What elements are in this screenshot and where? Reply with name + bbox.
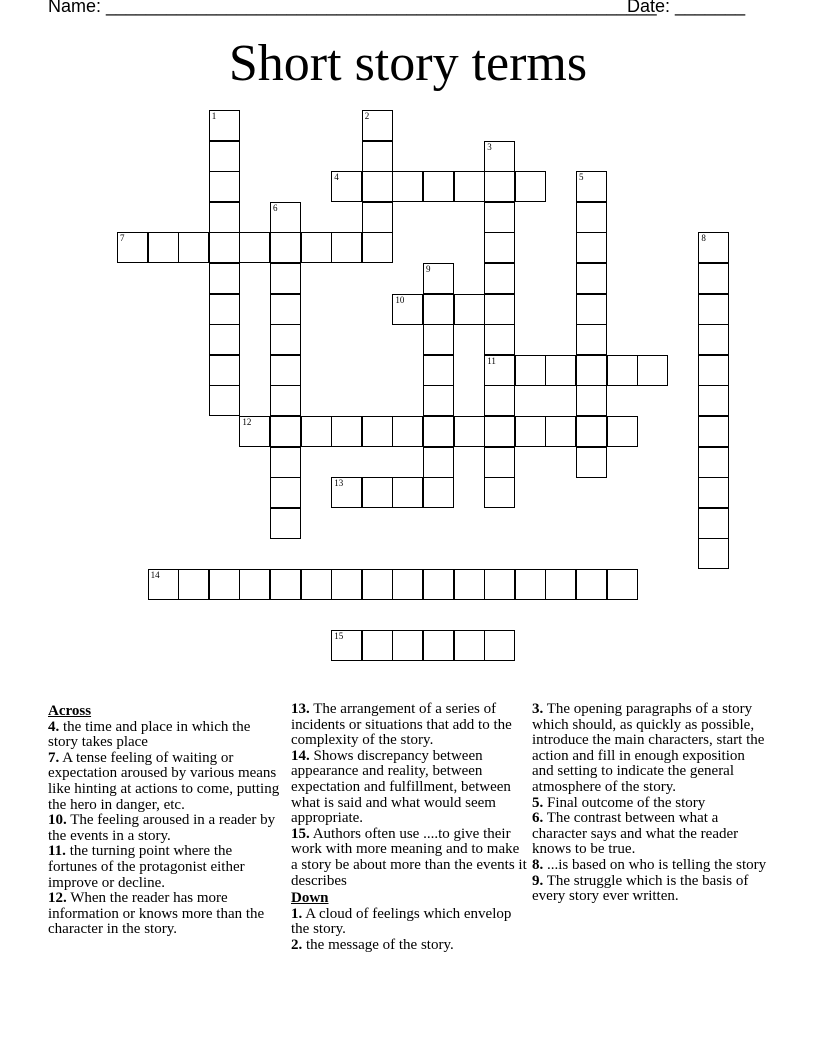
clue-number-label: 1. xyxy=(291,905,303,922)
clue-number: 14 xyxy=(150,570,160,580)
clue xyxy=(532,874,768,905)
crossword-cell[interactable] xyxy=(270,324,301,355)
crossword-cell[interactable] xyxy=(515,416,546,447)
crossword-cell[interactable] xyxy=(484,202,515,233)
clue-text: The struggle which is the basis of every story ever written. xyxy=(532,872,749,905)
crossword-cell[interactable] xyxy=(454,569,485,600)
crossword-cell[interactable] xyxy=(576,294,607,325)
crossword-cell[interactable] xyxy=(423,263,454,294)
crossword-cell[interactable] xyxy=(484,477,515,508)
crossword-cell[interactable] xyxy=(484,569,515,600)
crossword-cell[interactable] xyxy=(209,110,240,141)
crossword-cell[interactable] xyxy=(698,416,729,447)
crossword-cell[interactable] xyxy=(454,630,485,661)
clue-section-heading: Across xyxy=(48,703,92,719)
clue-number: 15 xyxy=(334,631,344,642)
crossword-cell[interactable] xyxy=(545,416,576,447)
crossword-cell[interactable] xyxy=(423,324,454,355)
crossword-cell[interactable] xyxy=(484,630,515,661)
clue xyxy=(532,858,768,874)
clue xyxy=(532,702,768,796)
clues-column-2 xyxy=(291,702,527,954)
crossword-cell[interactable] xyxy=(576,447,607,478)
crossword-cell[interactable] xyxy=(576,385,607,416)
clue-number: 13 xyxy=(334,478,344,489)
crossword-cell[interactable] xyxy=(423,385,454,416)
crossword-cell[interactable] xyxy=(148,569,179,600)
clue-number: 10 xyxy=(395,294,405,305)
crossword-cell[interactable] xyxy=(484,416,515,447)
clue xyxy=(291,702,527,749)
clue-text: ...is based on who is telling the story xyxy=(547,856,767,873)
crossword-cell[interactable] xyxy=(209,294,240,325)
crossword-cell[interactable] xyxy=(698,477,729,508)
crossword-cell[interactable] xyxy=(270,263,301,294)
crossword-cell[interactable] xyxy=(484,141,515,172)
clue xyxy=(48,751,280,813)
crossword-cell[interactable] xyxy=(484,447,515,478)
crossword-cell[interactable] xyxy=(209,324,240,355)
crossword-cell[interactable] xyxy=(301,569,332,600)
crossword-cell[interactable] xyxy=(270,416,301,447)
crossword-cell[interactable] xyxy=(698,324,729,355)
crossword-cell[interactable] xyxy=(484,171,515,202)
crossword-cell[interactable] xyxy=(392,171,423,202)
crossword-cell[interactable] xyxy=(209,232,240,263)
clue-number: 3 xyxy=(487,141,492,152)
clue-number-label: 14. xyxy=(291,747,310,764)
clue-number: 5 xyxy=(579,172,584,183)
clues-column-3 xyxy=(532,702,768,905)
clue-number-label: 13. xyxy=(291,701,310,717)
crossword-cell[interactable] xyxy=(362,141,393,172)
clue-number-label: 8. xyxy=(532,856,544,873)
crossword-cell[interactable] xyxy=(576,171,607,202)
crossword-cell[interactable] xyxy=(270,355,301,386)
clue-number: 4 xyxy=(334,172,339,183)
crossword-cell[interactable] xyxy=(698,538,729,569)
clue xyxy=(48,813,280,844)
clue-text: the turning point where the fortunes of the protagonist either improve or decline. xyxy=(48,843,245,891)
crossword-cell[interactable] xyxy=(515,355,546,386)
clue xyxy=(291,938,527,954)
clue xyxy=(291,749,527,827)
crossword-cell[interactable] xyxy=(454,171,485,202)
crossword-cell[interactable] xyxy=(209,263,240,294)
clue-text: The feeling aroused in a reader by the events in a story. xyxy=(48,812,276,844)
crossword-cell[interactable] xyxy=(362,171,393,202)
clue-number: 12 xyxy=(242,417,252,427)
crossword-cell[interactable] xyxy=(698,294,729,325)
crossword-cell[interactable] xyxy=(545,569,576,600)
crossword-cell[interactable] xyxy=(423,447,454,478)
crossword-cell[interactable] xyxy=(698,508,729,539)
clue-text: The contrast between what a character says and what the reader knows to be true. xyxy=(532,810,739,858)
crossword-cell[interactable] xyxy=(423,171,454,202)
clue-number: 8 xyxy=(701,233,706,244)
crossword-cell[interactable] xyxy=(362,630,393,661)
crossword-cell[interactable] xyxy=(515,569,546,600)
crossword-cell[interactable] xyxy=(698,447,729,478)
crossword-cell[interactable] xyxy=(362,477,393,508)
crossword-cell[interactable] xyxy=(484,355,515,386)
crossword-cell[interactable] xyxy=(270,232,301,263)
crossword-cell[interactable] xyxy=(607,355,638,386)
clue-section-heading: Down xyxy=(291,890,329,907)
crossword-cell[interactable] xyxy=(423,355,454,386)
crossword-cell[interactable] xyxy=(607,416,638,447)
clue-number: 9 xyxy=(426,264,431,274)
crossword-cell[interactable] xyxy=(331,171,362,202)
crossword-cell[interactable] xyxy=(331,416,362,447)
clue-number: 6 xyxy=(273,202,278,213)
crossword-cell[interactable] xyxy=(331,569,362,600)
crossword-cell[interactable] xyxy=(484,324,515,355)
crossword-cell[interactable] xyxy=(423,477,454,508)
crossword-cell[interactable] xyxy=(698,263,729,294)
crossword-cell[interactable] xyxy=(454,416,485,447)
crossword-cell[interactable] xyxy=(698,385,729,416)
crossword-cell[interactable] xyxy=(270,385,301,416)
clue xyxy=(291,907,527,938)
crossword-cell[interactable] xyxy=(331,630,362,661)
crossword-cell[interactable] xyxy=(270,477,301,508)
crossword-cell[interactable] xyxy=(331,477,362,508)
crossword-cell[interactable] xyxy=(209,171,240,202)
crossword-cell[interactable] xyxy=(178,569,209,600)
crossword-cell[interactable] xyxy=(331,232,362,263)
clue xyxy=(291,827,527,889)
clue-text: Shows discrepancy between appearance and reality, between expectation and fulfillment, between what is said and what would seem appropriate. xyxy=(291,747,511,827)
crossword-cell[interactable] xyxy=(270,447,301,478)
crossword-cell[interactable] xyxy=(148,232,179,263)
crossword-cell[interactable] xyxy=(576,355,607,386)
crossword-cell[interactable] xyxy=(423,569,454,600)
crossword-cell[interactable] xyxy=(423,630,454,661)
clue-number-label: 10. xyxy=(48,812,67,829)
crossword-cell[interactable] xyxy=(423,294,454,325)
clue xyxy=(48,891,280,938)
crossword-cell[interactable] xyxy=(576,324,607,355)
crossword-cell[interactable] xyxy=(362,110,393,141)
crossword-cell[interactable] xyxy=(301,232,332,263)
crossword-cell[interactable] xyxy=(270,294,301,325)
crossword-cell[interactable] xyxy=(576,202,607,233)
crossword-cell[interactable] xyxy=(362,232,393,263)
clue-number-label: 5. xyxy=(532,794,544,811)
clue-number-label: 2. xyxy=(291,936,303,953)
crossword-cell[interactable] xyxy=(392,416,423,447)
clue-number-label: 12. xyxy=(48,890,67,907)
crossword-cell[interactable] xyxy=(270,569,301,600)
crossword-cell[interactable] xyxy=(301,416,332,447)
clue xyxy=(48,720,280,751)
crossword-cell[interactable] xyxy=(484,232,515,263)
crossword-cell[interactable] xyxy=(362,202,393,233)
clue-number: 11 xyxy=(487,355,496,366)
clue-text: A cloud of feelings which envelop the story. xyxy=(291,905,512,938)
crossword-cell[interactable] xyxy=(209,569,240,600)
date-field[interactable]: Date: _______ xyxy=(627,0,746,16)
clue-text: When the reader has more information or knows more than the character in the story. xyxy=(48,890,265,938)
name-field[interactable]: Name: _______________________________________________________ xyxy=(48,0,657,16)
clue-text: The opening paragraphs of a story which should, as quickly as possible, introduce the main characters, start the action and fill in enough exposition and setting to indicate the general atmosphere of the story. xyxy=(532,701,765,795)
clue-number: 2 xyxy=(364,111,370,121)
crossword-cell[interactable] xyxy=(576,263,607,294)
clue-number-label: 6. xyxy=(532,810,544,827)
crossword-cell[interactable] xyxy=(454,294,485,325)
crossword-cell[interactable] xyxy=(545,355,576,386)
clue-number-label: 4. xyxy=(48,718,60,735)
clue-number-label: 15. xyxy=(291,825,310,842)
crossword-cell[interactable] xyxy=(392,294,423,325)
crossword-cell[interactable] xyxy=(270,202,301,233)
clue xyxy=(532,811,768,858)
crossword-cell[interactable] xyxy=(698,355,729,386)
clue-text: Final outcome of the story xyxy=(547,794,706,811)
clue-number-label: 11. xyxy=(48,843,66,860)
crossword-cell[interactable] xyxy=(576,416,607,447)
clue-text: A tense feeling of waiting or expectation aroused by various means like hinting at actions to come, putting the hero in danger, etc. xyxy=(48,749,280,813)
crossword-cell[interactable] xyxy=(423,416,454,447)
crossword-cell[interactable] xyxy=(515,171,546,202)
clue-text: Authors often use ....to give their work with more meaning and to make a story be about more than the events it describes xyxy=(291,825,527,889)
crossword-cell[interactable] xyxy=(392,477,423,508)
crossword-cell[interactable] xyxy=(484,294,515,325)
crossword-cell[interactable] xyxy=(209,141,240,172)
crossword-cell[interactable] xyxy=(576,569,607,600)
clue xyxy=(48,844,280,891)
clue-number-label: 3. xyxy=(532,701,544,717)
crossword-cell[interactable] xyxy=(239,569,270,600)
crossword-cell[interactable] xyxy=(209,202,240,233)
crossword-cell[interactable] xyxy=(239,232,270,263)
crossword-cell[interactable] xyxy=(117,232,148,263)
clue-number-label: 9. xyxy=(532,872,544,889)
clue-number-label: 7. xyxy=(48,749,60,766)
crossword-cell[interactable] xyxy=(209,385,240,416)
crossword-cell[interactable] xyxy=(362,416,393,447)
crossword-cell[interactable] xyxy=(392,569,423,600)
crossword-cell[interactable] xyxy=(637,355,668,386)
crossword-cell[interactable] xyxy=(392,630,423,661)
clue-text: the message of the story. xyxy=(306,936,454,953)
crossword-cell[interactable] xyxy=(698,232,729,263)
page-title: Short story terms xyxy=(228,35,588,92)
clue-text: The arrangement of a series of incidents or situations that add to the complexity of the story. xyxy=(291,701,512,749)
clue xyxy=(532,796,768,812)
crossword-cell[interactable] xyxy=(484,263,515,294)
crossword-cell[interactable] xyxy=(209,355,240,386)
crossword-cell[interactable] xyxy=(576,232,607,263)
crossword-cell[interactable] xyxy=(607,569,638,600)
clue-number: 1 xyxy=(211,111,217,121)
clues-column-1 xyxy=(48,702,280,958)
crossword-cell[interactable] xyxy=(484,385,515,416)
crossword-cell[interactable] xyxy=(270,508,301,539)
crossword-cell[interactable] xyxy=(178,232,209,263)
crossword-cell[interactable] xyxy=(239,416,270,447)
clue-text: the time and place in which the story takes place xyxy=(48,718,251,751)
crossword-cell[interactable] xyxy=(362,569,393,600)
clue-number: 7 xyxy=(120,233,125,244)
